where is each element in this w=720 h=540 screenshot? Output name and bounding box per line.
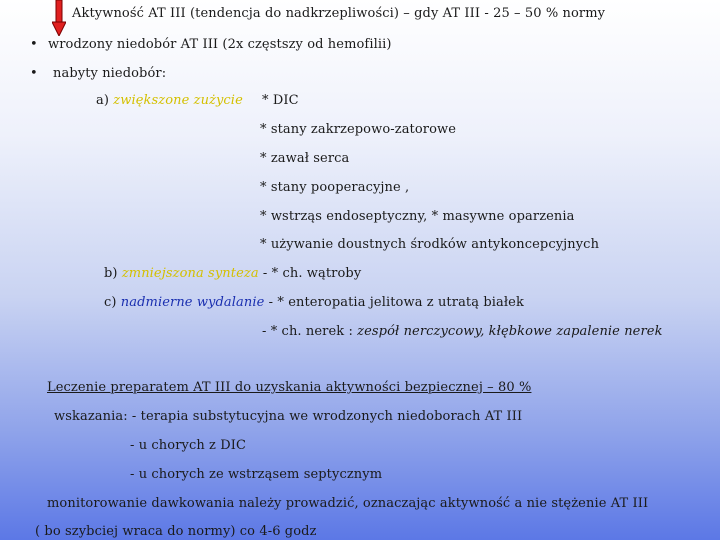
section-c-line2	[262, 324, 663, 340]
section-c-keyword: nadmierne wydalanie	[120, 295, 265, 310]
section-a-item: * DIC	[262, 93, 299, 108]
section-c-label: c)	[104, 295, 121, 310]
treatment-indication-septic: - u chorych ze wstrząsem septycznym	[130, 467, 383, 482]
down-arrow-icon	[52, 0, 66, 36]
section-a-item: * stany pooperacyjne ,	[260, 180, 410, 195]
treatment-indications: wskazania: - terapia substytucyjna we wrodzonych niedoborach AT III	[54, 409, 523, 424]
header-text: Aktywność AT III (tendencja do nadkrzepliwości) – gdy AT III - 25 – 50 % normy	[72, 6, 606, 21]
treatment-note: ( bo szybciej wraca do normy) co 4-6 godz	[35, 524, 317, 539]
bullet-icon: •	[30, 66, 38, 81]
treatment-title: Leczenie preparatem AT III do uzyskania aktywności bezpiecznej – 80 %	[47, 380, 532, 395]
section-c-line2-prefix: - * ch. nerek :	[262, 324, 358, 339]
section-a-item: * stany zakrzepowo-zatorowe	[260, 122, 457, 137]
section-a-item: * używanie doustnych środków antykoncepcyjnych	[260, 237, 600, 252]
section-b-rest: - * ch. wątroby	[258, 266, 362, 281]
section-b-line	[104, 266, 361, 282]
section-c-rest: - * enteropatia jelitowa z utratą białek	[264, 295, 524, 310]
section-a-item: * zawał serca	[260, 151, 350, 166]
section-a-heading	[96, 93, 243, 109]
treatment-monitoring: monitorowanie dawkowania należy prowadzić, oznaczając aktywność a nie stężenie AT III	[47, 496, 649, 511]
bullet-acquired-deficiency: nabyty niedobór:	[53, 66, 167, 81]
section-b-keyword: zmniejszona synteza	[121, 266, 259, 281]
section-a-keyword: zwiększone zużycie	[113, 93, 243, 108]
section-a-label: a)	[96, 93, 114, 108]
bullet-icon: •	[30, 37, 38, 52]
section-c-line	[104, 295, 524, 311]
treatment-indication-dic: - u chorych z DIC	[130, 438, 247, 453]
section-c-line2-italic: zespół nerczycowy, kłębkowe zapalenie nerek	[357, 324, 663, 339]
bullet-congenital-deficiency: wrodzony niedobór AT III (2x częstszy od hemofilii)	[48, 37, 392, 52]
section-a-item: * wstrząs endoseptyczny, * masywne oparzenia	[260, 209, 575, 224]
section-b-label: b)	[104, 266, 122, 281]
